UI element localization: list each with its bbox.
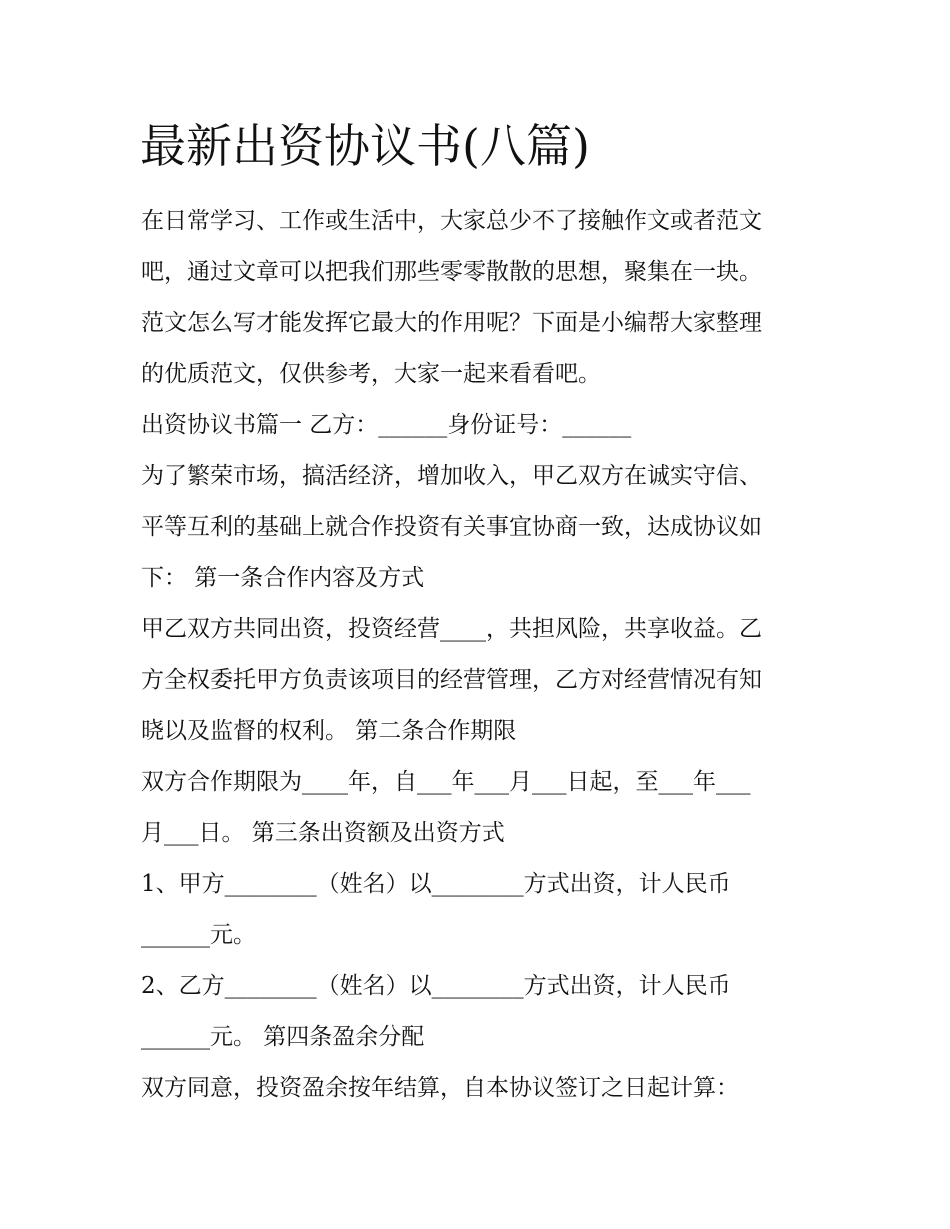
body-line-11: 晓以及监督的权利。 第二条合作期限	[141, 718, 517, 744]
body-line-5: 出资协议书篇一 乙方：______身份证号：______	[141, 412, 632, 438]
body-line-18: 双方同意，投资盈余按年结算，自本协议签订之日起计算：	[141, 1075, 739, 1101]
body-line-13: 月___日。 第三条出资额及出资方式	[141, 820, 505, 846]
body-line-4: 的优质范文，仅供参考，大家一起来看看吧。	[141, 361, 601, 387]
body-line-7: 平等互利的基础上就合作投资有关事宜协商一致，达成协议如	[141, 514, 762, 540]
body-line-17: ______元。 第四条盈余分配	[141, 1024, 425, 1050]
body-line-8: 下： 第一条合作内容及方式	[141, 565, 425, 591]
body-line-2: 吧，通过文章可以把我们那些零零散散的思想，聚集在一块。	[141, 259, 762, 285]
body-line-3: 范文怎么写才能发挥它最大的作用呢？下面是小编帮大家整理	[141, 310, 762, 336]
body-line-9: 甲乙双方共同出资，投资经营____，共担风险，共享收益。乙	[141, 616, 762, 642]
body-line-6: 为了繁荣市场，搞活经济，增加收入，甲乙双方在诚实守信、	[141, 463, 762, 489]
body-line-14: 1、甲方________（姓名）以________方式出资，计人民币	[141, 871, 731, 897]
body-line-15: ______元。	[141, 922, 256, 948]
body-line-10: 方全权委托甲方负责该项目的经营管理，乙方对经营情况有知	[141, 667, 762, 693]
document-title: 最新出资协议书(八篇)	[140, 119, 590, 173]
body-line-16: 2、乙方________（姓名）以________方式出资，计人民币	[141, 973, 731, 999]
body-line-12: 双方合作期限为____年，自___年___月___日起，至___年___	[141, 769, 751, 795]
body-line-1: 在日常学习、工作或生活中，大家总少不了接触作文或者范文	[141, 208, 762, 234]
